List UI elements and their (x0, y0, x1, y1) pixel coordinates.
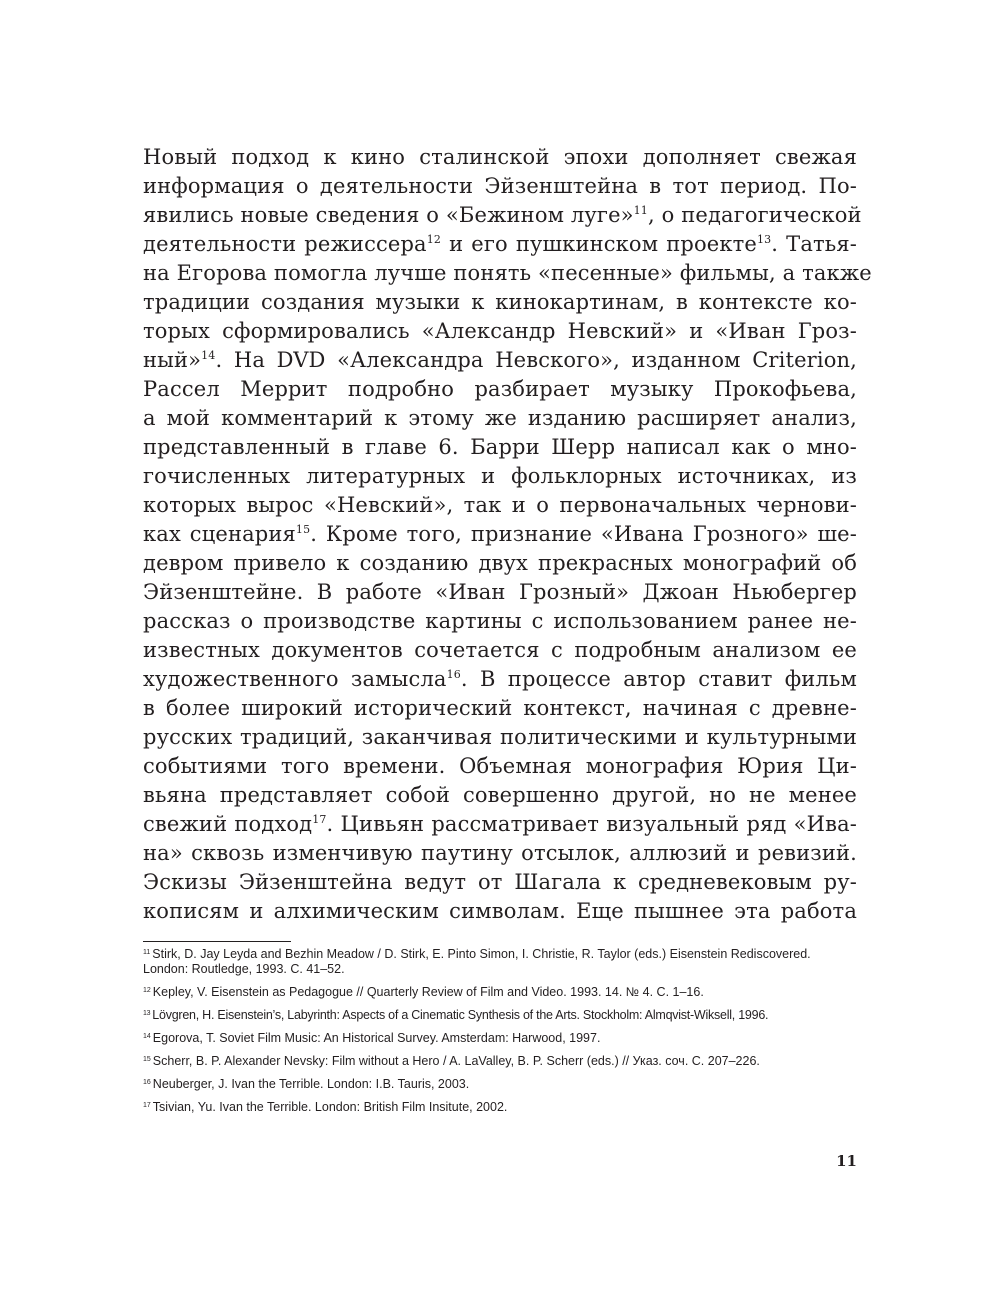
footnote-divider (143, 941, 291, 942)
body-line-9: Рассел Меррит подробно разбирает музыку Прокофьева, (143, 377, 857, 401)
footnote-text: Egorova, T. Soviet Film Music: An Historical Survey. Amsterdam: Harwood, 1997. (152, 1031, 601, 1045)
body-line-1: Новый подход к кино сталинской эпохи дополняет свежая (143, 145, 857, 169)
footnote-number: 15 (143, 1056, 151, 1063)
footnote-ref-12: 12 (426, 233, 442, 246)
footnote-text: Kepley, V. Eisenstein as Pedagogue // Quarterly Review of Film and Video. 1993. 14. № 4. С. 1–16. (152, 985, 704, 999)
footnote-ref-16: 16 (446, 668, 461, 681)
body-line-13: которых вырос «Невский», так и о первоначальных чернови- (143, 493, 857, 517)
footnote-text: Neuberger, J. Ivan the Terrible. London: I.B. Tauris, 2003. (152, 1077, 470, 1091)
body-line-24: свежий подход$^{17}$. Цивьян рассматривает визуальный ряд «Ива- (143, 812, 857, 836)
footnote-16 (143, 1077, 857, 1092)
footnote-number: 17 (143, 1102, 151, 1109)
footnote-number: 14 (143, 1033, 151, 1040)
footnotes (143, 947, 857, 1123)
footnote-14 (143, 1031, 857, 1046)
body-line-16: Эйзенштейне. В работе «Иван Грозный» Джоан Ньюбергер (143, 580, 857, 604)
footnote-text: Scherr, B. P. Alexander Nevsky: Film without a Hero / A. LaValley, B. P. Scherr (eds.) // Указ. соч. С. 207–226. (152, 1054, 760, 1068)
body-line-15: девром привело к созданию двух прекрасных монографий об (143, 551, 857, 575)
body-line-19: художественного замысла$^{16}$. В процессе автор ставит фильм (143, 667, 857, 691)
body-line-10: а мой комментарий к этому же изданию расширяет анализ, (143, 406, 857, 430)
body-line-4: деятельности режиссера$^{12}$ и его пушкинском проекте$^{13}$. Татья- (143, 232, 857, 256)
body-line-3: явились новые сведения о «Бежином луге»$^{11}$, о педагогической (143, 203, 862, 227)
page-number: 11 (836, 1152, 857, 1170)
body-line-11: представленный в главе 6. Барри Шерр написал как о мно- (143, 435, 857, 459)
body-line-5: на Егорова помогла лучше понять «песенные» фильмы, а также (143, 261, 872, 285)
body-line-25: на» сквозь изменчивую паутину отсылок, аллюзий и ревизий. (143, 841, 857, 865)
body-line-27: кописям и алхимическим символам. Еще пышнее эта работа (143, 899, 857, 923)
body-text (143, 143, 872, 926)
body-line-21: русских традиций, заканчивая политическими и культурными (143, 725, 857, 749)
body-line-14: ках сценария$^{15}$. Кроме того, признание «Ивана Грозного» ше- (143, 522, 857, 546)
footnote-text: Stirk, D. Jay Leyda and Bezhin Meadow / D. Stirk, E. Pinto Simon, I. Christie, R. Taylor (eds.) Eisenstein Rediscovered. London: Routledge, 1993. С. 41–52. (143, 947, 811, 976)
body-line-6: традиции создания музыки к кинокартинам, в контексте ко- (143, 290, 857, 314)
footnote-number: 11 (143, 949, 151, 956)
body-line-12: гочисленных литературных и фольклорных источниках, из (143, 464, 857, 488)
body-line-22: событиями того времени. Объемная монография Юрия Ци- (143, 754, 857, 778)
footnote-ref-14: 14 (201, 349, 216, 362)
body-line-20: в более широкий исторический контекст, начиная с древне- (143, 696, 857, 720)
footnote-11 (143, 947, 857, 977)
footnote-number: 12 (143, 987, 151, 994)
footnote-ref-13: 13 (756, 233, 772, 246)
footnote-text: Lövgren, H. Eisenstein’s, Labyrinth: Aspects of a Cinematic Synthesis of the Arts. Stockholm: Almqvist-Wiksell, 1996. (152, 1008, 769, 1022)
footnote-12 (143, 985, 857, 1000)
body-line-23: вьяна представляет собой совершенно другой, но не менее (143, 783, 857, 807)
footnote-number: 16 (143, 1079, 151, 1086)
body-line-18: известных документов сочетается с подробным анализом ее (143, 638, 857, 662)
body-line-8: ный»$^{14}$. На DVD «Александра Невского», изданном Criterion, (143, 348, 857, 372)
body-line-2: информация о деятельности Эйзенштейна в тот период. По- (143, 174, 857, 198)
footnote-17 (143, 1100, 857, 1115)
footnote-15 (143, 1054, 857, 1069)
footnote-number: 13 (143, 1010, 151, 1017)
body-line-7: торых сформировались «Александр Невский» и «Иван Гроз- (143, 319, 857, 343)
footnote-ref-17: 17 (312, 813, 327, 826)
footnote-13 (143, 1008, 857, 1023)
footnote-text: Tsivian, Yu. Ivan the Terrible. London: British Film Insitute, 2002. (152, 1100, 508, 1114)
footnote-ref-11: 11 (633, 204, 648, 217)
footnote-ref-15: 15 (295, 523, 311, 536)
body-line-17: рассказ о производстве картины с использованием ранее не- (143, 609, 857, 633)
body-line-26: Эскизы Эйзенштейна ведут от Шагала к средневековым ру- (143, 870, 857, 894)
